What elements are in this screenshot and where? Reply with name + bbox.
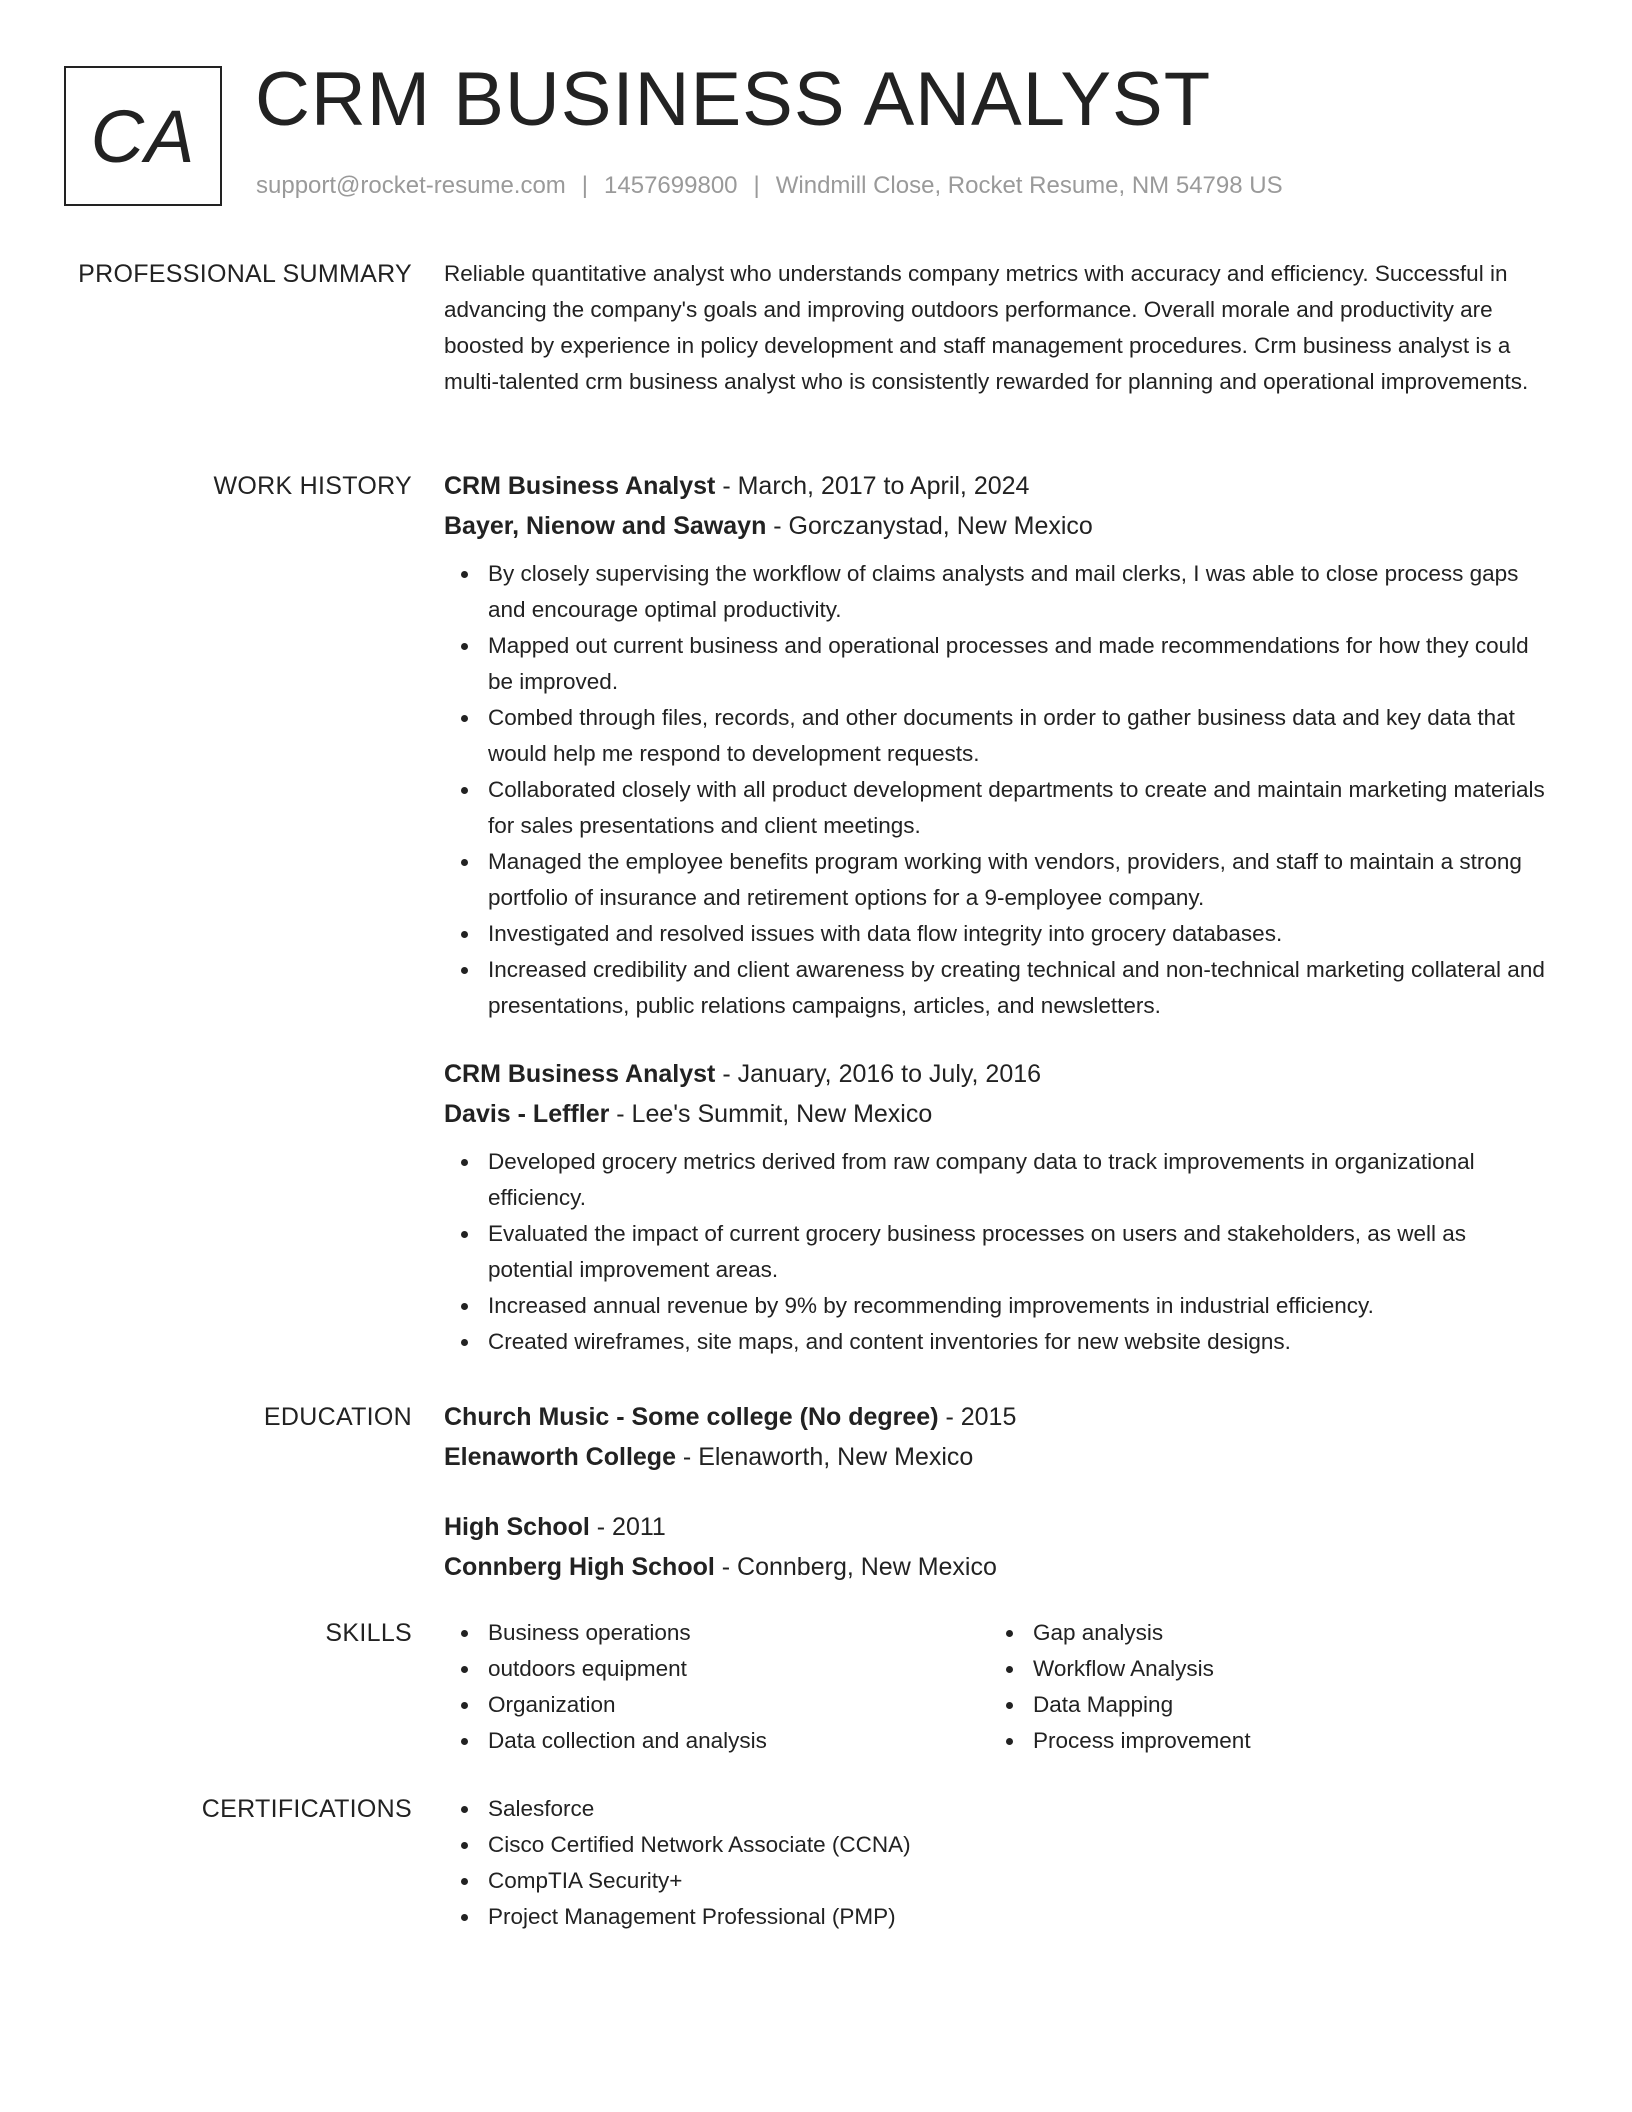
- skill-item: Business operations: [444, 1615, 989, 1651]
- contact-address: Windmill Close, Rocket Resume, NM 54798 US: [775, 172, 1283, 199]
- education-degree: Church Music - Some college (No degree): [444, 1403, 939, 1431]
- job-bullets: [444, 556, 1554, 1024]
- skill-item: Workflow Analysis: [989, 1651, 1534, 1687]
- monogram: CA: [90, 94, 196, 178]
- job-bullet: By closely supervising the workflow of claims analysts and mail clerks, I was able to close process gaps and encourage optimal productivity.: [444, 556, 1554, 628]
- contact-separator: |: [753, 172, 760, 199]
- section-label-education: EDUCATION: [263, 1403, 412, 1431]
- section-label-summary: PROFESSIONAL SUMMARY: [78, 260, 412, 288]
- education-year: - 2015: [938, 1403, 1017, 1431]
- education-school: Elenaworth College: [444, 1443, 676, 1471]
- job-bullet: Increased annual revenue by 9% by recommending improvements in industrial efficiency.: [444, 1288, 1554, 1324]
- job-bullet: Mapped out current business and operational processes and made recommendations for how they could be improved.: [444, 628, 1554, 700]
- contact-phone: 1457699800: [604, 172, 738, 199]
- certification-item: Cisco Certified Network Associate (CCNA): [444, 1827, 1554, 1863]
- education-entry: [444, 1397, 1554, 1477]
- contact-line: [256, 172, 1283, 200]
- education-school-line: [444, 1547, 1554, 1587]
- section-label-work-history: WORK HISTORY: [213, 472, 412, 500]
- skills-list-right: [989, 1615, 1534, 1759]
- skill-item: outdoors equipment: [444, 1651, 989, 1687]
- job-entry: [444, 1054, 1554, 1360]
- monogram-box: [64, 66, 222, 206]
- skill-item: Data Mapping: [989, 1687, 1534, 1723]
- job-bullet: Developed grocery metrics derived from raw company data to track improvements in organizational efficiency.: [444, 1144, 1554, 1216]
- certification-item: CompTIA Security+: [444, 1863, 1554, 1899]
- certification-item: Salesforce: [444, 1791, 1554, 1827]
- job-company: Davis - Leffler: [444, 1100, 610, 1128]
- summary-text: Reliable quantitative analyst who understands company metrics with accuracy and efficiency. Successful in advancing the company's goals and improving outdoors performance. Overall morale and productivity are boosted by experience in policy development and staff management procedures. Crm business analyst is a multi-talented crm business analyst who is consistently rewarded for planning and operational improvements.: [444, 261, 1529, 394]
- skill-item: Data collection and analysis: [444, 1723, 989, 1759]
- education-year: - 2011: [589, 1513, 666, 1541]
- certifications-list: [444, 1791, 1554, 1935]
- education-degree: High School: [444, 1513, 590, 1541]
- skill-item: Organization: [444, 1687, 989, 1723]
- education-degree-line: [444, 1397, 1554, 1437]
- job-bullet: Created wireframes, site maps, and content inventories for new website designs.: [444, 1324, 1554, 1360]
- contact-email: support@rocket-resume.com: [256, 172, 566, 199]
- job-dates: - January, 2016 to July, 2016: [715, 1060, 1042, 1088]
- job-bullet: Managed the employee benefits program working with vendors, providers, and staff to maintain a strong portfolio of insurance and retirement options for a 9-employee company.: [444, 844, 1554, 916]
- skill-item: Gap analysis: [989, 1615, 1534, 1651]
- job-dates: - March, 2017 to April, 2024: [715, 472, 1030, 500]
- job-company: Bayer, Nienow and Sawayn: [444, 512, 767, 540]
- skill-item: Process improvement: [989, 1723, 1534, 1759]
- job-bullet: Increased credibility and client awareness by creating technical and non-technical marketing collateral and presentations, public relations campaigns, articles, and newsletters.: [444, 952, 1554, 1024]
- summary-body: [444, 256, 1554, 400]
- skills-list-left: [444, 1615, 989, 1759]
- job-location: - Gorczanystad, New Mexico: [766, 512, 1093, 540]
- job-title-line: [444, 466, 1554, 506]
- job-bullets: [444, 1144, 1554, 1360]
- job-bullet: Combed through files, records, and other documents in order to gather business data and key data that would help me respond to development requests.: [444, 700, 1554, 772]
- job-title: CRM Business Analyst: [444, 472, 716, 500]
- job-title: CRM Business Analyst: [444, 1060, 716, 1088]
- education-school: Connberg High School: [444, 1553, 715, 1581]
- education-entry: [444, 1507, 1554, 1587]
- education-body: [444, 1397, 1554, 1617]
- education-location: - Connberg, New Mexico: [714, 1553, 997, 1581]
- contact-separator: |: [581, 172, 589, 199]
- work-history-body: [444, 466, 1554, 1390]
- section-label-skills: SKILLS: [325, 1619, 412, 1647]
- job-entry: [444, 466, 1554, 1024]
- job-bullet: Investigated and resolved issues with data flow integrity into grocery databases.: [444, 916, 1554, 952]
- education-school-line: [444, 1437, 1554, 1477]
- job-company-line: [444, 1094, 1554, 1134]
- certification-item: Project Management Professional (PMP): [444, 1899, 1554, 1935]
- certifications-body: [444, 1791, 1554, 1935]
- education-location: - Elenaworth, New Mexico: [675, 1443, 974, 1471]
- education-degree-line: [444, 1507, 1554, 1547]
- skills-columns: [444, 1615, 1554, 1759]
- job-bullet: Evaluated the impact of current grocery business processes on users and stakeholders, as well as potential improvement areas.: [444, 1216, 1554, 1288]
- job-location: - Lee's Summit, New Mexico: [609, 1100, 933, 1128]
- job-company-line: [444, 506, 1554, 546]
- job-title-line: [444, 1054, 1554, 1094]
- resume-title: CRM BUSINESS ANALYST: [255, 57, 1212, 142]
- job-bullet: Collaborated closely with all product development departments to create and maintain marketing materials for sales presentations and client meetings.: [444, 772, 1554, 844]
- skills-body: [444, 1615, 1554, 1759]
- section-label-certifications: CERTIFICATIONS: [201, 1795, 412, 1823]
